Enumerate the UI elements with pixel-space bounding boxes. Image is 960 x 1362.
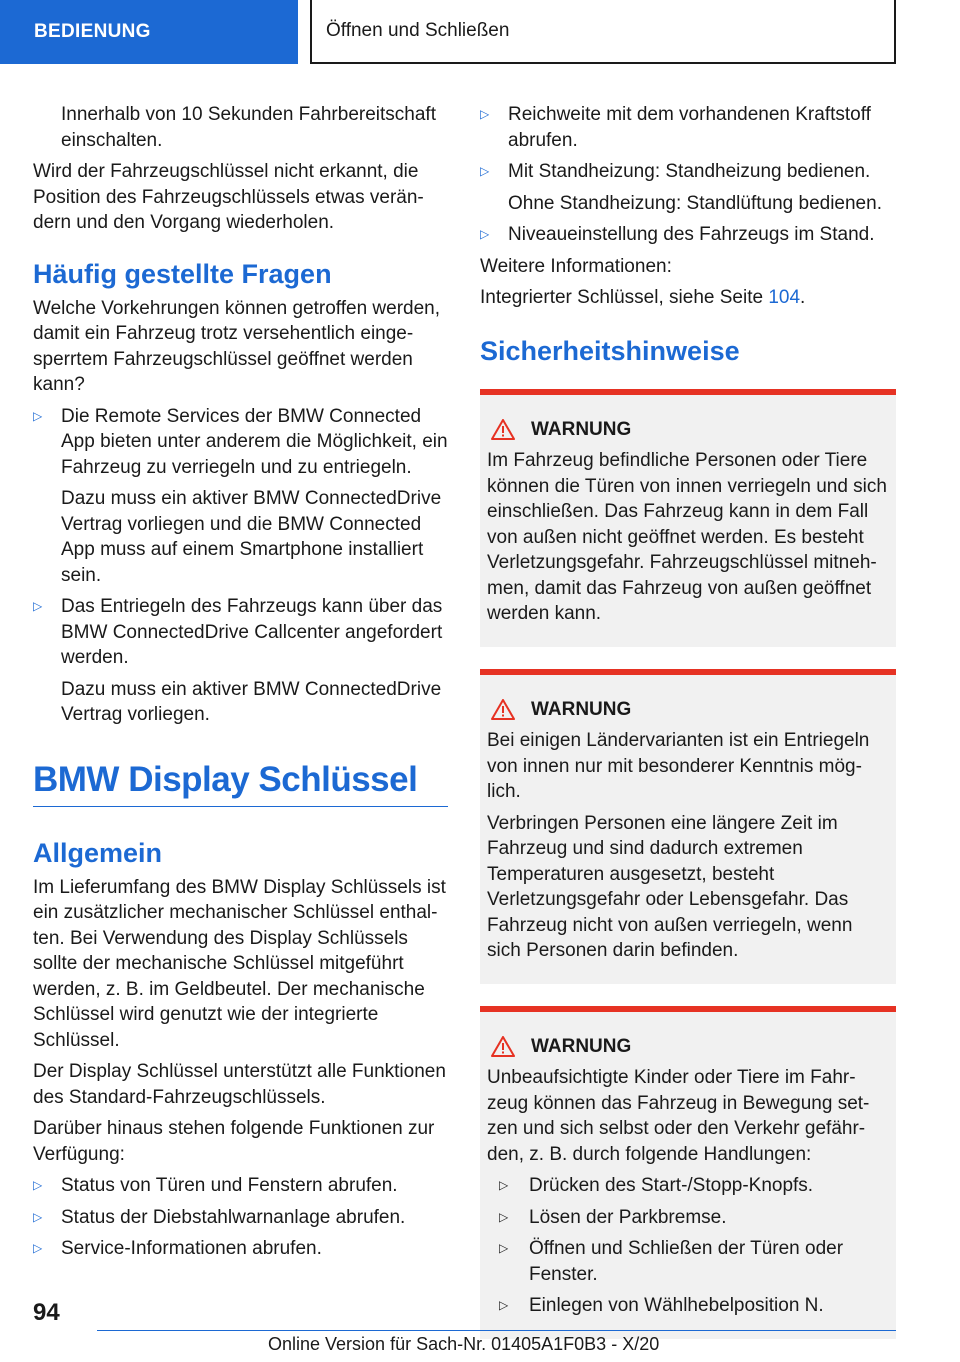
footer-text: Online Version für Sach-Nr. 01405A1F0B3 - X/20 (268, 1334, 660, 1354)
list-item-subtext: Dazu muss ein aktiver BMW ConnectedDrive Vertrag vorliegen und die BMW Connected App muss auf einem Smartphone installiert sein. (61, 488, 442, 586)
warning-title: WARNUNG (531, 1035, 632, 1057)
list-item-text: Service-Informationen abrufen. (61, 1238, 322, 1259)
paragraph: Im Lieferumfang des BMW Display Schlüssels ist ein zusätzlicher mechanischer Schlüssel enthalten. Bei Verwendung des Display Schlüssels sollte der mechanische Schlüssel mitgeführt werden, z. B. im Geldbeutel. Der mechanische Schlüssel wird genutzt wie der integrierte Schlüssel. (33, 876, 446, 1051)
list-item-text: Status von Türen und Fenstern abrufen. (61, 1175, 398, 1196)
list-item-text: Status der Diebstahlwarnanlage abrufen. (61, 1206, 406, 1228)
warning-list (487, 1173, 888, 1319)
triangle-bullet-icon: ▷ (480, 227, 490, 241)
warning-header (487, 417, 888, 443)
list-item-text: Reichweite mit dem vorhandenen Kraftstoff abrufen. (508, 104, 871, 151)
page-number: 94 (33, 1299, 60, 1326)
list-item (33, 1173, 448, 1199)
cross-reference (480, 285, 896, 311)
triangle-bullet-icon: ▷ (33, 1241, 43, 1255)
functions-list-continued (480, 102, 896, 248)
paragraph: Der Display Schlüssel unterstützt alle Funktionen des Standard-Fahrzeugschlüssels. (33, 1061, 446, 1108)
list-item-text: Öffnen und Schließen der Türen oder Fenster. (529, 1238, 844, 1285)
warning-box (480, 1006, 896, 1339)
warning-text: Im Fahrzeug befindliche Personen oder Tiere können die Türen von innen verriegeln und sich einschließen. Das Fahrzeug kann in dem Fall von außen nicht geöffnet werden. Es besteht Verletzungsgefahr. Fahrzeugschlüssel mitnehmen, damit das Fahrzeug von außen geöffnet werden kann. (487, 450, 887, 624)
chapter-title: Öffnen und Schließen (326, 20, 510, 42)
footer-divider (97, 1330, 896, 1331)
warning-box (480, 669, 896, 984)
triangle-bullet-icon: ▷ (33, 1178, 43, 1192)
triangle-bullet-icon: ▷ (33, 408, 43, 423)
safety-heading: Sicherheitshinweise (480, 335, 740, 366)
list-item (480, 102, 896, 153)
triangle-bullet-icon: ▷ (499, 1209, 509, 1224)
list-item-text: Das Entriegeln des Fahrzeugs kann über das BMW ConnectedDrive Callcenter angefordert werden. (61, 596, 443, 668)
list-item-text: Niveaueinstellung des Fahrzeugs im Stand. (508, 224, 875, 245)
faq-list (33, 404, 448, 728)
list-item-text: Lösen der Parkbremse. (529, 1206, 727, 1228)
reference-end: . (800, 287, 806, 308)
functions-list (33, 1173, 448, 1262)
paragraph: Darüber hinaus stehen folgende Funktionen zur Verfügung: (33, 1118, 435, 1165)
warning-box (480, 389, 896, 647)
list-item (33, 594, 448, 728)
list-item (33, 1236, 448, 1262)
list-item (480, 222, 896, 248)
list-item (499, 1293, 888, 1319)
list-item (499, 1236, 888, 1287)
more-info-label: Weitere Informationen: (480, 255, 672, 277)
list-item-subtext: Dazu muss ein aktiver BMW ConnectedDrive Vertrag vorliegen. (61, 678, 442, 725)
list-item (33, 404, 448, 589)
triangle-bullet-icon: ▷ (33, 599, 43, 613)
warning-title: WARNUNG (531, 418, 632, 440)
intro-indented: Innerhalb von 10 Sekunden Fahrbereitschaft einschalten. (61, 104, 436, 151)
list-item-text: Mit Standheizung: Standheizung bedienen. (508, 161, 871, 182)
warning-text: Unbeaufsichtigte Kinder oder Tiere im Fahrzeug können das Fahrzeug in Bewegung setzen und sich selbst oder den Verkehr gefährden, z. B. durch folgende Handlungen: (487, 1067, 870, 1165)
triangle-bullet-icon: ▷ (499, 1241, 509, 1255)
triangle-bullet-icon: ▷ (499, 1178, 509, 1192)
reference-text: Integrierter Schlüssel, siehe Seite (480, 287, 769, 308)
list-item (499, 1205, 888, 1231)
triangle-bullet-icon: ▷ (33, 1209, 43, 1224)
chapter-header (310, 0, 896, 64)
main-heading: BMW Display Schlüssel (33, 758, 448, 807)
warning-header (487, 697, 888, 723)
intro-paragraph: Wird der Fahrzeugschlüssel nicht erkannt, die Position des Fahrzeugschlüssels etwas verändern und den Vorgang wiederholen. (33, 161, 424, 233)
triangle-bullet-icon: ▷ (480, 107, 490, 121)
warning-text: Verbringen Personen eine längere Zeit im Fahrzeug und sind dadurch extremen Temperaturen ausgesetzt, besteht Verletzungsgefahr oder Lebensgefahr. Das Fahrzeug nicht von außen verriegeln, wenn sich Personen darin befinden. (487, 812, 853, 961)
warning-title: WARNUNG (531, 698, 632, 720)
left-column (33, 102, 448, 1268)
list-item-text: Einlegen von Wählhebelposition N. (529, 1295, 824, 1316)
faq-question: Welche Vorkehrungen können getroffen werden, damit ein Fahrzeug trotz versehentlich eingesperrtem Fahrzeugschlüssel geöffnet werden kann? (33, 297, 441, 395)
triangle-bullet-icon: ▷ (480, 164, 490, 178)
faq-heading: Häufig gestellte Fragen (33, 258, 332, 289)
list-item (33, 1205, 448, 1231)
warning-triangle-icon (491, 419, 515, 440)
list-item-text: Drücken des Start-/Stopp-Knopfs. (529, 1175, 814, 1196)
list-item-subtext: Ohne Standheizung: Standlüftung bedienen. (508, 192, 882, 214)
page-link[interactable]: 104 (768, 287, 801, 308)
warning-triangle-icon (491, 699, 515, 720)
list-item (480, 159, 896, 216)
list-item (499, 1173, 888, 1199)
warning-text: Bei einigen Ländervarianten ist ein Entriegeln von innen nur mit besonderer Kenntnis möglich. (487, 730, 870, 802)
section-tab (0, 0, 298, 64)
warning-header (487, 1034, 888, 1060)
allgemein-heading: Allgemein (33, 837, 163, 868)
section-label: BEDIENUNG (34, 21, 151, 43)
triangle-bullet-icon: ▷ (499, 1298, 509, 1312)
warning-triangle-icon (491, 1036, 515, 1057)
list-item-text: Die Remote Services der BMW Connected App bieten unter anderem die Möglichkeit, ein Fahrzeug zu verriegeln und zu entriegeln. (61, 405, 448, 478)
right-column (480, 102, 896, 1351)
